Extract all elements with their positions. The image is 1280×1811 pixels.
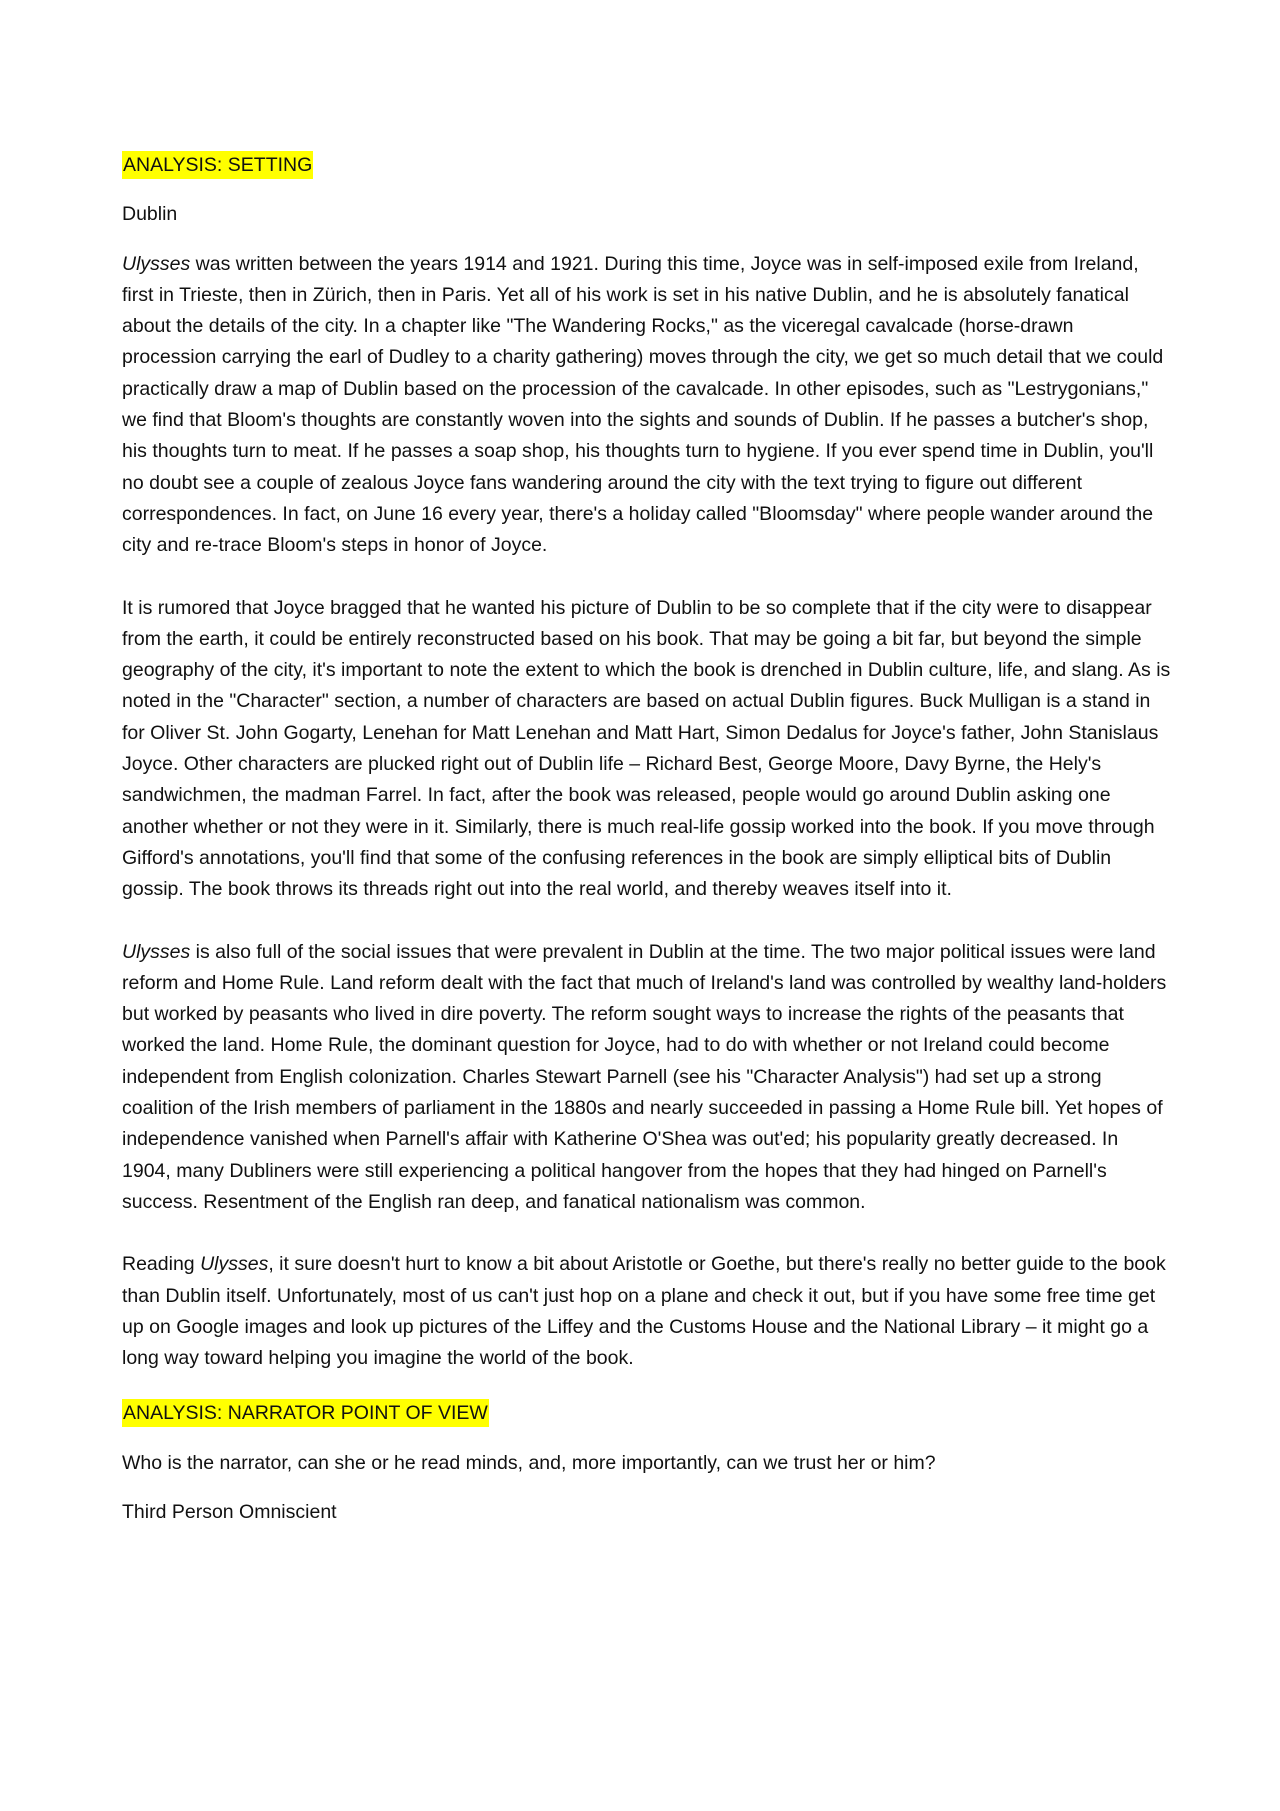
narrator-question: Who is the narrator, can she or he read minds, and, more importantly, can we trust her or him? bbox=[122, 1451, 936, 1474]
paragraph-text: is also full of the social issues that were prevalent in Dublin at the time. The two major political issues were land reform and Home Rule. Land reform dealt with the fact that much of Ireland's land was controlled by wealthy land-holders but worked by peasants who lived in dire poverty. The reform sought ways to increase the rights of the peasants that worked the land. Home Rule, the dominant question for Joyce, had to do with whether or not Ireland could become independent from English colonization. Charles Stewart Parnell (see his "Character Analysis") had set up a strong coalition of the Irish members of parliament in the 1880s and nearly succeeded in passing a Home Rule bill. Yet hopes of independence vanished when Parnell's affair with Katherine O'Shea was out'ed; his popularity greatly decreased. In 1904, many Dubliners were still experiencing a political hangover from the hopes that they had hinged on Parnell's success. Resentment of the English ran deep, and fanatical nationalism was common. bbox=[122, 940, 1167, 1213]
ulysses-title: Ulysses bbox=[122, 252, 191, 275]
setting-heading: ANALYSIS: SETTING bbox=[122, 151, 313, 179]
setting-paragraph-1 bbox=[122, 249, 1172, 562]
ulysses-title: Ulysses bbox=[122, 940, 191, 963]
setting-subheading: Dublin bbox=[122, 203, 178, 226]
ulysses-title: Ulysses bbox=[200, 1253, 269, 1276]
document-page bbox=[122, 150, 1172, 1528]
paragraph-text: was written between the years 1914 and 1921. During this time, Joyce was in self-imposed exile from Ireland, first in Trieste, then in Zürich, then in Paris. Yet all of his work is set in his native Dublin, and he is absolutely fanatical about the details of the city. In a chapter like "The Wandering Rocks," as the viceregal cavalcade (horse-drawn procession carrying the earl of Dudley to a charity gathering) moves through the city, we get so much detail that we could practically draw a map of Dublin based on the procession of the cavalcade. In other episodes, such as "Lestrygonians," we find that Bloom's thoughts are constantly woven into the sights and sounds of Dublin. If he passes a butcher's shop, his thoughts turn to meat. If he passes a soap shop, his thoughts turn to hygiene. If you ever spend time in Dublin, you'll no doubt see a couple of zealous Joyce fans wandering around the city with the text trying to figure out different correspondences. In fact, on June 16 every year, there's a holiday called "Bloomsday" where people wander around the city and re-trace Bloom's steps in honor of Joyce. bbox=[122, 252, 1164, 557]
paragraph-text-before: Reading bbox=[122, 1253, 201, 1276]
narrator-section bbox=[122, 1398, 1172, 1528]
setting-section bbox=[122, 150, 1172, 1374]
narrator-heading: ANALYSIS: NARRATOR POINT OF VIEW bbox=[122, 1399, 489, 1427]
narrator-answer: Third Person Omniscient bbox=[122, 1500, 337, 1523]
setting-paragraph-3 bbox=[122, 937, 1172, 1219]
paragraph-text-after: , it sure doesn't hurt to know a bit about Aristotle or Goethe, but there's really no better guide to the book than Dublin itself. Unfortunately, most of us can't just hop on a plane and check it out, but if you have some free time get up on Google images and look up pictures of the Liffey and the Customs House and the National Library – it might go a long way toward helping you imagine the world of the book. bbox=[122, 1253, 1166, 1370]
setting-paragraph-4 bbox=[122, 1249, 1172, 1374]
setting-paragraph-2: It is rumored that Joyce bragged that he wanted his picture of Dublin to be so complete that if the city were to disappear from the earth, it could be entirely reconstructed based on his book. That may be going a bit far, but beyond the simple geography of the city, it's important to note the extent to which the book is drenched in Dublin culture, life, and slang. As is noted in the "Character" section, a number of characters are based on actual Dublin figures. Buck Mulligan is a stand in for Oliver St. John Gogarty, Lenehan for Matt Lenehan and Matt Hart, Simon Dedalus for Joyce's father, John Stanislaus Joyce. Other characters are plucked right out of Dublin life – Richard Best, George Moore, Davy Byrne, the Hely's sandwichmen, the madman Farrel. In fact, after the book was released, people would go around Dublin asking one another whether or not they were in it. Similarly, there is much real-life gossip worked into the book. If you move through Gifford's annotations, you'll find that some of the confusing references in the book are simply elliptical bits of Dublin gossip. The book throws its threads right out into the real world, and thereby weaves itself into it. bbox=[122, 596, 1171, 901]
